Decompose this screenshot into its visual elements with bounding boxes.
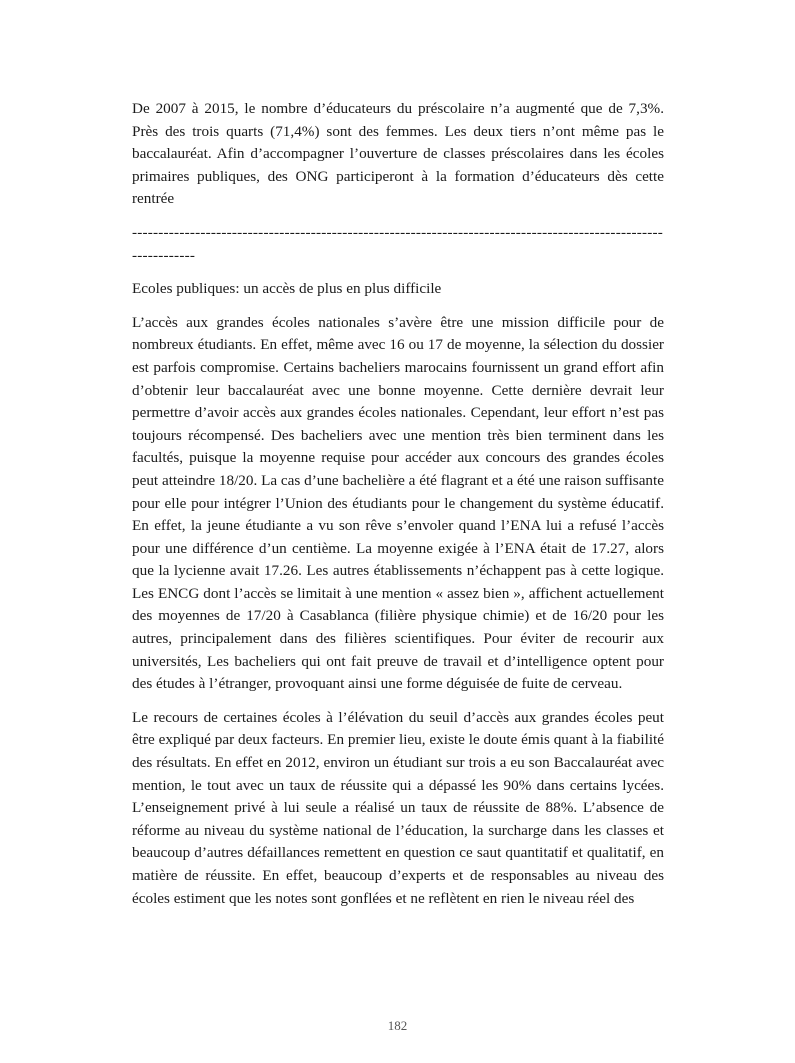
body-paragraph-1: L’accès aux grandes écoles nationales s’avère être une mission difficile pour de nombreux étudiants. En effet, même avec 16 ou 17 de moyenne, la sélection du dossier est parfois compromise. Certains bacheliers marocains fournissent un grand effort afin d’obtenir leur baccalauréat avec une bonne moyenne. Cette dernière devrait leur permettre d’avoir accès aux grandes écoles nationales. Cependant, leur effort n’est pas toujours récompensé. Des bacheliers avec une mention très bien terminent dans les facultés, puisque la moyenne requise pour accéder aux concours des grandes écoles peut atteindre 18/20. La cas d’une bachelière a été flagrant et a été une raison suffisante pour elle pour intégrer l’Union des étudiants pour le changement du système éducatif. En effet, la jeune étudiante a vu son rêve s’envoler quand l’ENA lui a refusé l’accès pour une différence d’un centième. La moyenne exigée à l’ENA était de 17.27, alors que la lycienne avait 17.26. Les autres établissements n’échappent pas à cette logique. Les ENCG dont l’accès se limitait à une mention « assez bien », affichent actuellement des moyennes de 17/20 à Casablanca (filière physique chimie) et de 16/20 pour les autres, principalement dans des filières scientifiques. Pour éviter de recourir aux universités, Les bacheliers qui ont fait preuve de travail et d’intelligence optent pour des études à l’étranger, provoquant ainsi une forme déguisée de fuite de cerveau.: [132, 313, 664, 693]
body-paragraph-2: Le recours de certaines écoles à l’élévation du seuil d’accès aux grandes écoles peut être expliqué par deux facteurs. En premier lieu, existe le doute émis quant à la fiabilité des résultats. En effet en 2012, environ un étudiant sur trois a eu son Baccalauréat avec mention, le tout avec un taux de réussite qui a dépassé les 90% dans certains lycées. L’enseignement privé à lui seule a réalisé un taux de réussite de 88%. L’absence de réforme au niveau du système national de l’éducation, la surcharge dans les classes et beaucoup d’autres défaillances remettent en question ce saut quantitatif et qualitatif, en matière de réussite. En effet, beaucoup d’experts et de responsables au niveau des écoles estiment que les notes sont gonflées et ne reflètent en rien le niveau réel des: [132, 708, 664, 907]
section-heading: Ecoles publiques: un accès de plus en plus difficile: [132, 280, 442, 298]
intro-paragraph: De 2007 à 2015, le nombre d’éducateurs du préscolaire n’a augmenté que de 7,3%. Près des trois quarts (71,4%) sont des femmes. Les deux tiers n’ont même pas le baccalauréat. Afin d’accompagner l’ouverture de classes préscolaires dans les écoles primaires publiques, des ONG participeront à la formation d’éducateurs dès cette rentrée: [132, 100, 664, 208]
document-page: [132, 98, 664, 910]
separator-line-1: -----------------------------------------------------------------------------------------------------: [132, 223, 664, 241]
dashed-separator: [132, 222, 664, 267]
page-number: 182: [387, 1018, 408, 1033]
separator-line-2: ------------: [132, 246, 196, 264]
